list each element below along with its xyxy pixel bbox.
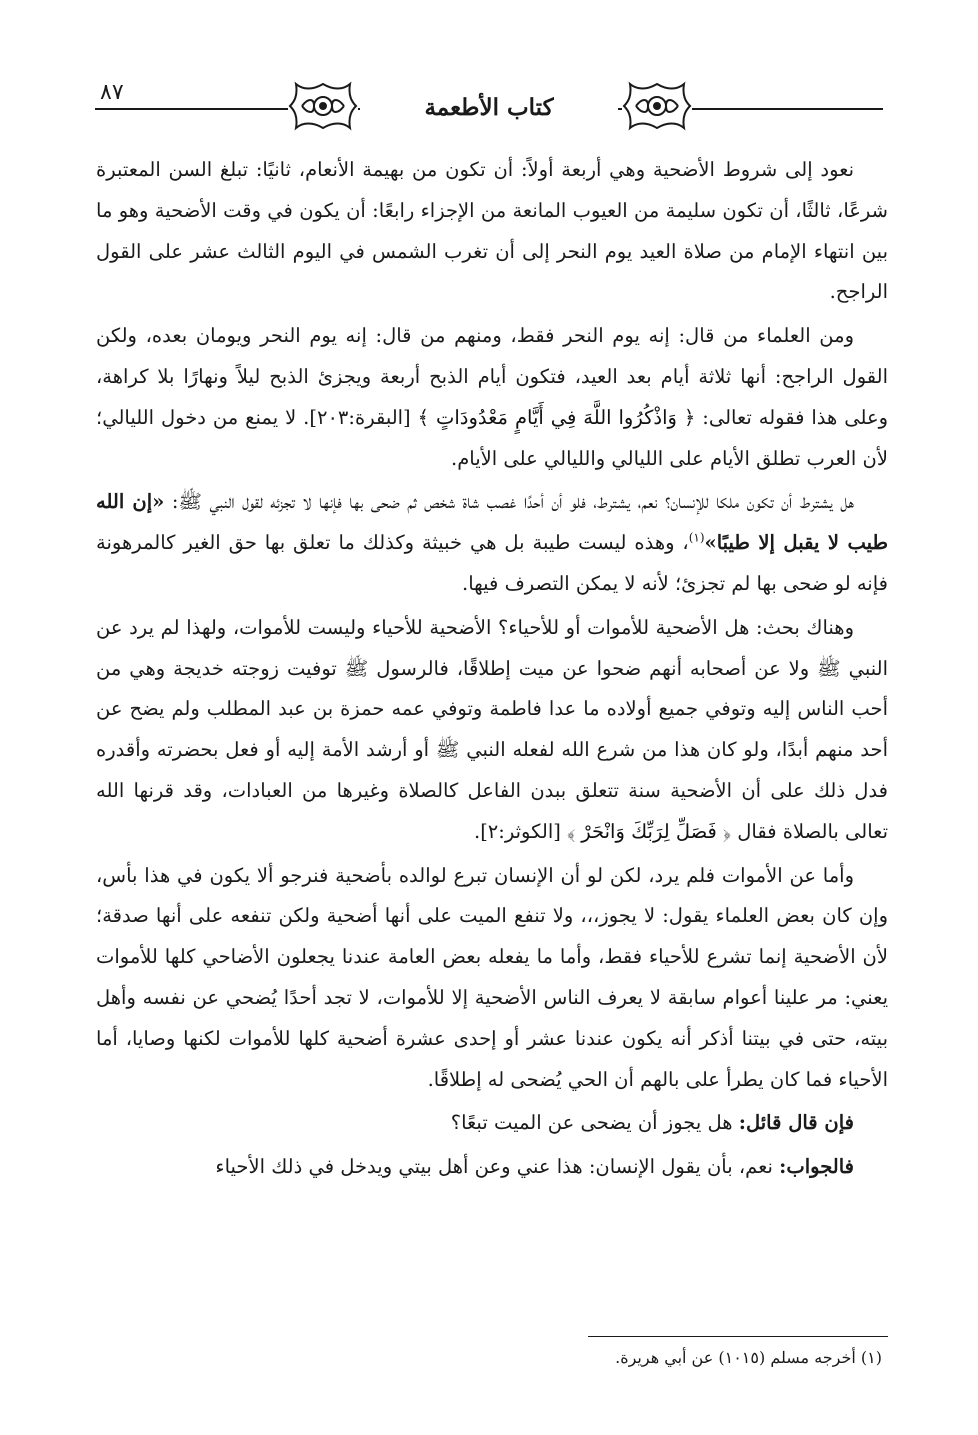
footnote: (١) أخرجه مسلم (١٠١٥) عن أبي هريرة. (615, 1348, 882, 1367)
paragraph-text: . (473, 819, 481, 843)
paragraph-text: هل يجوز أن يضحى عن الميت تبعًا؟ (450, 1111, 739, 1135)
paragraph-text: وهناك بحث: هل الأضحية للأموات أو للأحياء؟ الأضحية للأحياء وليست للأموات، ولهذا لم يرد عن النبي ﷺ ولا عن أصحابه أنهم ضحوا عن ميت إطلاقًا، فالرسول ﷺ توفيت زوجته خديجة وهي من أحب الناس إليه وتوفي جميع أولاده ما عدا فاطمة وتوفي عمه حمزة بن عبد المطلب ولم يضح عن أحد منهم أبدًا، ولو كان هذا من شرع الله لفعله النبي ﷺ أو أرشد الأمة إليه أو فعل بحضرته وأقدره فدل ذلك على أن الأضحية سنة تتعلق ببدن الفاعل كالصلاة وغيرها من العبادات، وقد قرنها الله تعالى بالصلاة فقال (96, 615, 888, 843)
paragraph (96, 150, 888, 313)
question-lead: فإن قال قائل: (738, 1111, 854, 1135)
paragraph-text: نعود إلى شروط الأضحية وهي أربعة أولاً: أن تكون من بهيمة الأنعام، ثانيًا: تبلغ السن المعتبرة شرعًا، ثالثًا، أن تكون سليمة من العيوب المانعة من الإجزاء رابعًا: أن يكون في وقت الأضحية وهو ما بين انتهاء الإمام من صلاة العيد يوم النحر إلى أن تغرب الشمس في اليوم الثالث عشر على القول الراجح. (96, 158, 888, 304)
running-title: كتاب الأطعمة (360, 94, 618, 121)
floral-ornament-icon (288, 80, 358, 132)
verse-reference: [البقرة:٢٠٣] (309, 405, 411, 429)
paragraph-text: ومن العلماء من قال: إنه يوم النحر فقط، ومنهم من قال: إنه يوم النحر ويومان بعده، ولكن القول الراجح: أنها ثلاثة أيام بعد العيد، فتكون أيام الذبح أربعة ويجزئ الذبح ليلاً ونهارًا بلا كراهة، وعلى هذا فقوله تعالى: (96, 324, 889, 429)
hadith-quote: «إن الله طيب لا يقبل إلا طيبًا» (96, 490, 888, 555)
main-text (96, 150, 888, 1191)
quran-verse: ﴿ فَصَلِّ لِرَبِّكَ وَانْحَرْ ﴾ (567, 819, 732, 843)
paragraph-text: . لا يمنع من دخول الليالي؛ لأن العرب تطلق الأيام على الليالي والليالي على الأيام. (96, 405, 888, 470)
verse-reference: [الكوثر:٢] (480, 819, 561, 843)
footnote-rule (588, 1336, 888, 1337)
paragraph (96, 316, 888, 479)
quran-verse: ﴿ وَاذْكُرُوا اللَّهَ فِي أَيَّامٍ مَعْدُودَاتٍ ﴾ (417, 405, 696, 429)
paragraph (96, 856, 888, 1101)
paragraph-text: نعم، بأن يقول الإنسان: هذا عني وعن أهل بيتي ويدخل في ذلك الأحياء (215, 1155, 780, 1179)
answer-lead: فالجواب: (779, 1155, 854, 1179)
paragraph-text: هل يشترط أن تكون ملكا للإنسان؟ نعم، يشترط، فلو أن أحدًا غصب شاة شخص ثم ضحى بها فإنها لا تجزئه لقول النبي ﷺ: (164, 490, 854, 514)
paragraph (96, 608, 888, 853)
paragraph (96, 482, 888, 604)
paragraph (96, 1103, 888, 1144)
footnote-mark[interactable]: (١) (688, 530, 705, 545)
paragraph-text: ، وهذه ليست طيبة بل هي خبيثة وكذلك ما تعلق بها حق الغير كالمرهونة فإنه لو ضحى بها لم تجزئ؛ لأنه لا يمكن التصرف فيها. (96, 531, 888, 595)
paragraph (96, 1147, 888, 1188)
floral-ornament-icon (622, 80, 692, 132)
page-number: ٨٧ (100, 80, 124, 105)
paragraph-text: وأما عن الأموات فلم يرد، لكن لو أن الإنسان تبرع لوالده بأضحية فنرجو ألا يكون في هذا بأس، وإن كان بعض العلماء يقول: لا يجوز،،، ولا تنفع الميت على أنها أضحية ولكن تنفعه على أنها صدقة؛ لأن الأضحية إنما تشرع للأحياء فقط، وأما ما يفعله بعض العامة عندنا يجعلون الأضاحي كلها للأموات يعني: مر علينا أعوام سابقة لا يعرف الناس الأضحية إلا للأموات، لا تجد أحدًا يُضحي عن نفسه وأهل بيته، حتى في بيتنا أذكر أنه يكون عندنا عشر أو إحدى عشرة أضحية كلها للأموات لكنها وصايا، أما الأحياء فما كان يطرأ على بالهم أن الحي يُضحى له إطلاقًا. (96, 863, 888, 1091)
